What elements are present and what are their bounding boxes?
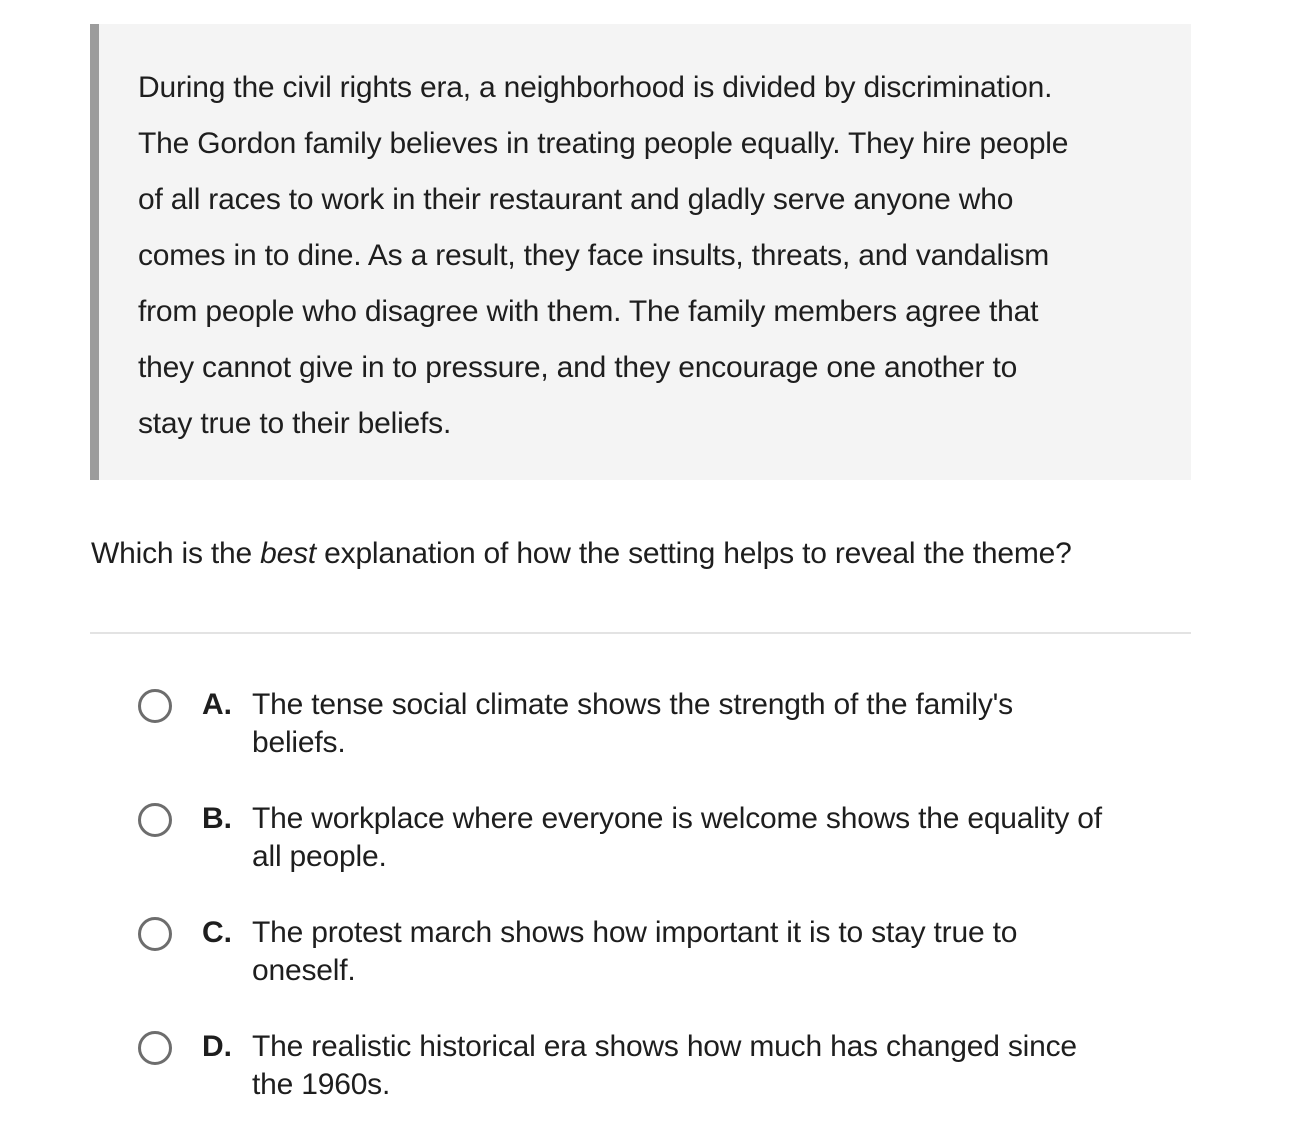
option-text-line: all people. xyxy=(252,840,387,873)
question-suffix: explanation of how the setting helps to reveal the theme? xyxy=(316,537,1072,570)
passage-line: they cannot give in to pressure, and they encourage one another to xyxy=(138,351,1018,384)
option-text-line: the 1960s. xyxy=(252,1068,391,1101)
radio-button-b[interactable] xyxy=(138,803,172,837)
question-prefix: Which is the xyxy=(91,537,261,570)
passage-line: The Gordon family believes in treating people equally. They hire people xyxy=(138,127,1069,160)
option-text xyxy=(252,800,1192,876)
answer-option-a[interactable] xyxy=(137,686,1197,800)
option-letter: A. xyxy=(202,688,232,721)
option-text-line: The workplace where everyone is welcome shows the equality of xyxy=(252,802,1102,835)
passage-line: stay true to their beliefs. xyxy=(138,407,452,440)
answer-option-b[interactable] xyxy=(137,800,1197,914)
option-text-line: oneself. xyxy=(252,954,356,987)
radio-button-d[interactable] xyxy=(138,1031,172,1065)
passage-box xyxy=(90,24,1191,480)
question-emphasis: best xyxy=(260,537,317,570)
option-letter: D. xyxy=(202,1030,232,1063)
option-letter: B. xyxy=(202,802,232,835)
passage-line: comes in to dine. As a result, they face insults, threats, and vandalism xyxy=(138,239,1050,272)
question-prompt xyxy=(91,530,1201,578)
passage-line: During the civil rights era, a neighborhood is divided by discrimination. xyxy=(138,71,1053,104)
passage-text xyxy=(138,60,1151,452)
option-text xyxy=(252,686,1192,762)
passage-line: of all races to work in their restaurant and gladly serve anyone who xyxy=(138,183,1014,216)
answer-option-c[interactable] xyxy=(137,914,1197,1028)
answer-options xyxy=(137,686,1197,1142)
divider xyxy=(90,632,1191,634)
option-letter: C. xyxy=(202,916,232,949)
option-text-line: beliefs. xyxy=(252,726,346,759)
radio-button-a[interactable] xyxy=(138,689,172,723)
option-text xyxy=(252,1028,1192,1104)
radio-button-c[interactable] xyxy=(138,917,172,951)
passage-line: from people who disagree with them. The family members agree that xyxy=(138,295,1039,328)
option-text-line: The realistic historical era shows how much has changed since xyxy=(252,1030,1077,1063)
option-text xyxy=(252,914,1192,990)
option-text-line: The protest march shows how important it is to stay true to xyxy=(252,916,1018,949)
answer-option-d[interactable] xyxy=(137,1028,1197,1142)
option-text-line: The tense social climate shows the strength of the family's xyxy=(252,688,1013,721)
